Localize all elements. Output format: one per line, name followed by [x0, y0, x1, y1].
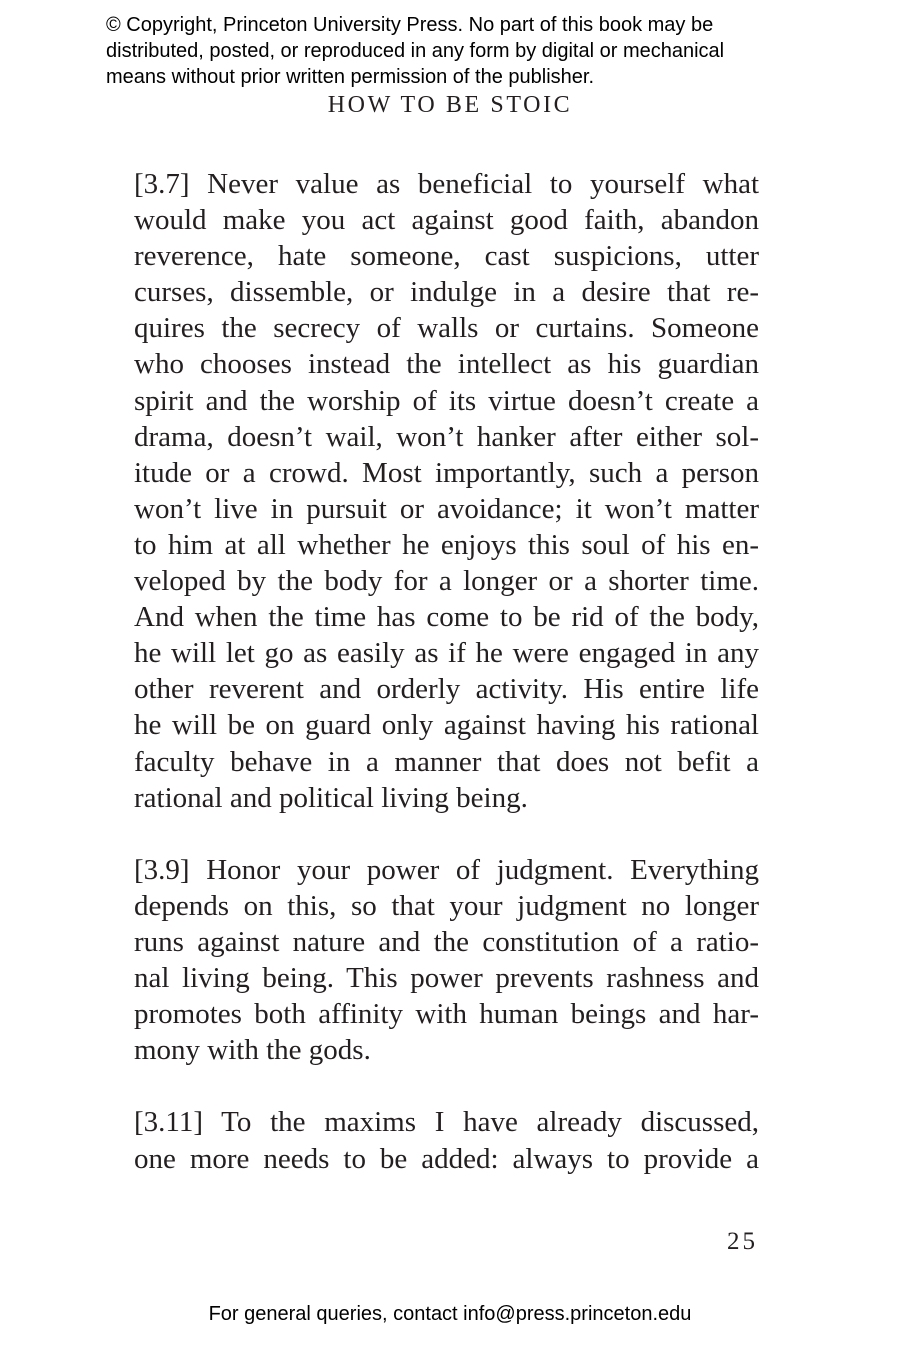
paragraph-3-9 [134, 852, 759, 1069]
text-line: would make you act against good faith, abandon [134, 204, 759, 237]
text-line: runs against nature and the constitution of a ratio- [134, 925, 759, 958]
text-line: one more needs to be added: always to provide a [134, 1142, 759, 1175]
text-line: won’t live in pursuit or avoidance; it won’t matter [134, 492, 759, 525]
text-line: curses, dissemble, or indulge in a desire that re- [134, 276, 759, 309]
text-line: promotes both affinity with human beings and har- [134, 998, 759, 1031]
text-line: spirit and the worship of its virtue doesn’t create a [134, 384, 759, 417]
text-line: to him at all whether he enjoys this soul of his en- [134, 528, 759, 561]
page-number: 25 [727, 1228, 758, 1255]
text-line: quires the secrecy of walls or curtains. Someone [134, 312, 759, 345]
text-line: mony with the gods. [134, 1034, 371, 1067]
text-line: rational and political living being. [134, 781, 528, 814]
copyright-line: means without prior written permission of the publisher. [106, 66, 595, 88]
copyright-line: © Copyright, Princeton University Press. No part of this book may be [106, 14, 714, 36]
running-head: HOW TO BE STOIC [327, 92, 573, 118]
text-line: drama, doesn’t wail, won’t hanker after either sol- [134, 420, 759, 453]
text-line: And when the time has come to be rid of the body, [134, 601, 759, 634]
text-line: itude or a crowd. Most importantly, such a person [134, 456, 759, 489]
text-line: [3.11] To the maxims I have already discussed, [134, 1106, 759, 1139]
text-line: nal living being. This power prevents rashness and [134, 962, 759, 995]
text-line: he will be on guard only against having his rational [134, 709, 759, 742]
text-line: who chooses instead the intellect as his guardian [134, 348, 759, 381]
copyright-notice [106, 12, 806, 90]
text-line: depends on this, so that your judgment no longer [134, 889, 759, 922]
footer-contact: For general queries, contact info@press.princeton.edu [208, 1303, 692, 1325]
body-text [134, 166, 759, 1213]
copyright-line: distributed, posted, or reproduced in any form by digital or mechanical [106, 40, 725, 62]
text-line: [3.7] Never value as beneficial to yourself what [134, 168, 759, 200]
text-line: [3.9] Honor your power of judgment. Everything [134, 853, 759, 886]
text-line: reverence, hate someone, cast suspicions, utter [134, 240, 759, 273]
text-line: veloped by the body for a longer or a shorter time. [134, 565, 759, 598]
text-line: other reverent and orderly activity. His entire life [134, 673, 759, 706]
paragraph-3-7 [134, 166, 759, 816]
paragraph-3-11 [134, 1104, 759, 1176]
text-line: he will let go as easily as if he were engaged in any [134, 637, 759, 670]
text-line: faculty behave in a manner that does not befit a [134, 745, 759, 778]
